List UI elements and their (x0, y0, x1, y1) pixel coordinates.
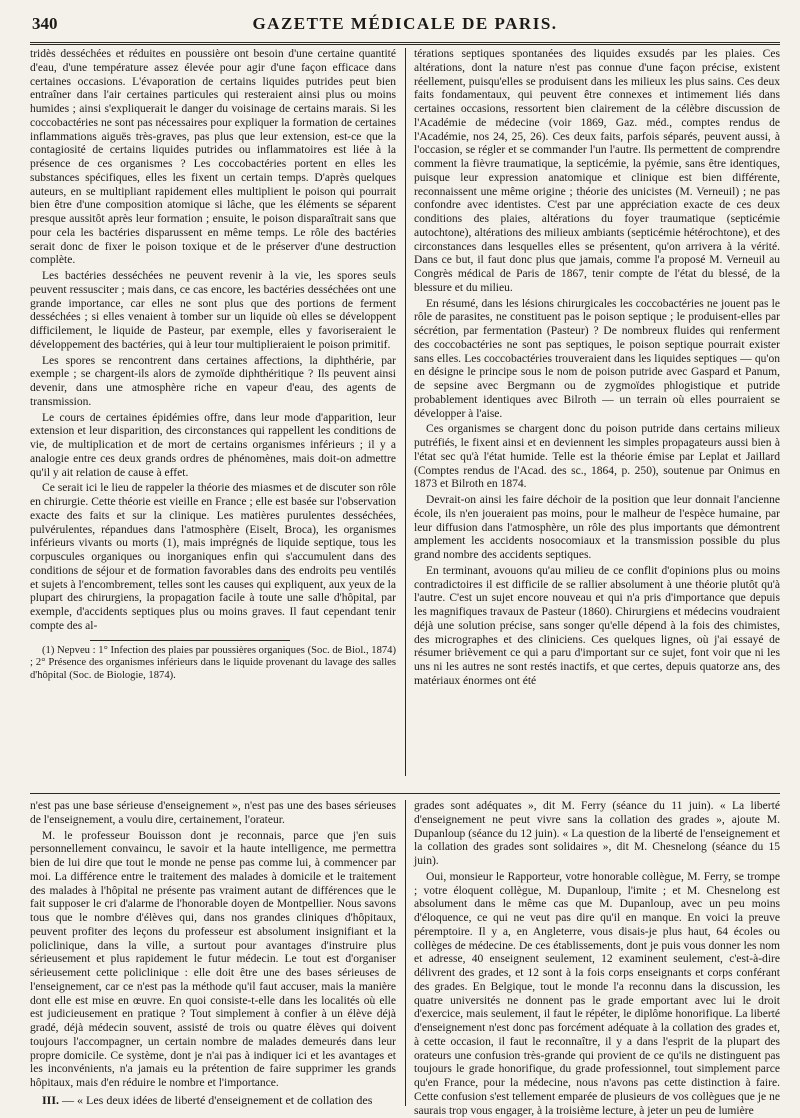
paragraph: n'est pas une base sérieuse d'enseignement », n'est pas une des bases sérieuses de l'enseignement, a voulu dire, certainement, l'orateur. (30, 800, 396, 826)
paragraph: térations septiques spontanées des liquides exsudés par les plaies. Ces altérations, dont la nature n'est pas connue d'une façon précise, existent réellement, puisqu'elles se produisent dans les milieux les plus sains. Ces deux faits fondamentaux, qui peuvent être connexes et intimement liés dans certaines occasions, ressortent bien clairement de la célèbre discussion de l'Académie de médecine (voir 1869, Gaz. méd., comptes rendus de l'Académie, nos 24, 25, 26). Ces deux faits, parfois séparés, peuvent aussi, à l'occasion, se régler et se commander l'un l'autre. Ils permettent de comprendre comment la fièvre traumatique, la septicémie, la pyémie, sans être identiques, puisque leur expression anatomique et clinique est bien différente, reconnaissent une même origine ; théorie des unicistes (M. Verneuil) ; ne pas confondre avec identistes. C'est par une appréciation exacte de ces deux conditions des plaies, altérations du foyer traumatique (septicémie autochtone), altérations des milieux ambiants (septicémie hétérochtone), et des circonstances dans lesquelles elles se présentent, qu'on arrivera à la vérité. Dans ce but, il faut donc plus que jamais, comme l'a proposé M. Verneuil au Congrès médical de Paris de 1867, tenir compte de l'état du blessé, de la blessure et du milieu. (414, 48, 780, 294)
footnote: (1) Nepveu : 1° Infection des plaies par poussières organiques (Soc. de Biol., 1874) ; 2° Présence des organismes inférieurs dans le liquide provenant du lavage des salles d'hôpital (Soc. de Biologie, 1874). (30, 644, 396, 681)
upper-left-column (30, 48, 396, 776)
paragraph: Les bactéries desséchées ne peuvent revenir à la vie, les spores seuls peuvent ressusciter ; mais dans, ce cas encore, les bactéries desséchées ont une grande importance, car elles ne sont plus que des portions de ferment desséchées ; si elles venaient à tomber sur un liquide où elles se développent difficilement, le liquide de Pasteur, par exemple, elles y favoriseraient le développement des bactéries, qui à leur tour multiplieraient le poison primitif. (30, 270, 396, 351)
lower-left-column (30, 800, 396, 1106)
paragraph: En résumé, dans les lésions chirurgicales les coccobactéries ne jouent pas le rôle de parasites, ne constituent pas le poison septique ; le produisent-elles par sécrétion, par fermentation (Pasteur) ? De nombreux fluides qui renferment des coccobactéries ne sont pas septiques, le poison septique pourrait exister sans elles. Les coccobactéries trouveraient dans les liquides septiques — qu'on en désigne le principe sous le nom de poison putride avec Gaspard et Panum, de sepsine avec Bergmann ou de zygmoïdes phlogistique et putride probablement identiques avec Bilroth — un terrain où elles pourraient se développer à l'aise. (414, 297, 780, 420)
header-rule (30, 42, 780, 45)
paragraph: M. le professeur Bouisson dont je reconnais, parce que j'en suis personnellement convaincu, le savoir et la haute intelligence, me permettra bien de lui dire que tout le monde ne pense pas comme lui, à commencer par moi. La différence entre le traitement des malades à domicile et le traitement des malades à l'hôpital ne présente pas vraiment autant de différences que le fait supposer le cri d'alarme de l'honorable doyen de Montpellier. Nous savons tous que le nombre d'élèves qui, dans nos grandes cliniques d'hôpitaux, peuvent profiter des leçons du professeur est absolument insignifiant et la policlinique, dans la ville, a surtout pour avantages d'instruire plus sérieusement et plus rapidement le futur médecin. Le tout est d'organiser sérieusement cette policlinique : elle doit être une des bases sérieuses de l'enseignement, car ce n'est pas la méthode qu'il faut accuser, mais la manière dont elle est mise en œuvre. En quoi consiste-t-elle dans les localités où elle est judicieusement en pratique ? Tout simplement à confier à un élève déjà gradé, déjà médecin souvent, assisté de trois ou quatre élèves qui doivent toujours l'accompagner, un certain nombre de malades demeurés dans leur propre domicile. Ce système, dont je n'ai pas à indiquer ici et les avantages et les inconvénients, n'a jamais eu la prétention de faire supprimer les grands hôpitaux, mais d'en réduire le nombre et l'importance. (30, 829, 396, 1089)
lower-right-column (414, 800, 780, 1117)
paragraph: grades sont adéquates », dit M. Ferry (séance du 11 juin). « La liberté d'enseignement ne peut vivre sans la collation des grades », ajoute M. Dupanloup (séance du 12 juin). « La question de la liberté de l'enseignement et la collation des grades sont solidaires », dit M. Chesnelong (séance du 15 juin). (414, 800, 780, 867)
paragraph: Ce serait ici le lieu de rappeler la théorie des miasmes et de discuter son rôle en chirurgie. Cette théorie est vieille en France ; elle est basée sur l'observation exacte des faits et sur la clinique. Les matières purulentes desséchées, pulvérulentes, répandues dans l'atmosphère (Eiselt, Broca), les organismes inférieurs vivants ou morts (1), mais imprégnés de liquide septique, tous les corpuscules organiques ou inorganiques enfin qui s'accumulent dans des conditions de séjour et de formation favorables dans des endroits peu ventilés et sujets à l'encombrement, telles sont les causes qui expliquent, aux yeux de la plupart des chirurgiens, la propagation facile à toute une salle d'hôpital, par exemple, d'accidents septiques plus ou moins graves. Il faut cependant tenir compte des al- (30, 482, 396, 632)
section-heading (30, 1093, 396, 1107)
column-separator (405, 800, 406, 1106)
paragraph: Les spores se rencontrent dans certaines affections, la diphthérie, par exemple ; se chargent-ils alors de zymoïde diphthéritique ? Ils peuvent ainsi devenir, dans une atmosphère riche en vapeur d'eau, des agents de transmission. (30, 354, 396, 408)
footnote-rule (90, 640, 290, 641)
paragraph: Devrait-on ainsi les faire déchoir de la position que leur donnait l'ancienne école, ils n'en joueraient pas moins, pour le malheur de l'espèce humaine, par leur diffusion dans l'atmosphère, un rôle des plus importants que démontrent amplement les accidents nosocomiaux et la transmission possible du plus grand nombre des accidents septiques. (414, 494, 780, 561)
page-number: 340 (32, 14, 58, 33)
paragraph: Oui, monsieur le Rapporteur, votre honorable collègue, M. Ferry, se trompe ; votre éloquent collègue, M. Dupanloup, l'imite ; et M. Chesnelong est absolument dans le même cas que M. Dupanloup, avec un peu moins d'éloquence, ce qui ne veut pas dire qu'il en manque. En voici la preuve péremptoire. Il y a, en Angleterre, vous disais-je plus haut, 64 écoles ou collèges de médecine. De ces établissements, dont je puis vous donner les nom et adresse, 40 enseignent seulement, 12 examinent seulement, c'est-à-dire délivrent des grades, et 12 sont à la fois corps enseignants et corps conférant des grades. En Belgique, tout le monde l'a reconnu dans la discussion, les quatre universités ne donnent pas le grade emportant avec lui le droit d'exercice, mais seulement, il faut le répéter, le diplôme honorifique. La liberté d'enseignement n'est donc pas forcément adéquate à la collation des grades et, à cette occasion, il faut le reconnaître, il y a dans l'esprit de la plupart des orateurs une confusion très-grande qui provient de ce qu'ils ne distinguent pas toujours le grade honorifique, du grade professionnel, tout simplement parce qu'en France, pour la médecine, nous n'avons pas cette distinction à faire. Cette confusion s'est tellement emparée de plusieurs de vos collègues que je ne saurais trop vous engager, à la troisième lecture, à jeter un peu de lumière (414, 870, 780, 1117)
paragraph: En terminant, avouons qu'au milieu de ce conflit d'opinions plus ou moins contradictoires il est difficile de se rallier absolument à une théorie plutôt qu'à l'autre. C'est un sujet encore nouveau et qui n'a pris d'importance que depuis les magnifiques travaux de Pasteur (1860). Chirurgiens et médecins voudraient déjà une solution précise, sans songer qu'elle dépend à la fois des chimistes, des micrographes et des cliniciens. Ces quelques lignes, où j'ai essayé de résumer brièvement ce qui a paru d'important sur ce sujet, font voir que ni les uns ni les autres ne sont restés inactifs, et que certes, depuis quatorze ans, des matériaux énormes ont été (414, 564, 780, 687)
paragraph: Ces organismes se chargent donc du poison putride dans certains milieux putréfiés, le fixent ainsi et en deviennent les simples propagateurs aussi bien à l'état sec qu'à l'état humide. Telle est la théorie émise par Leplat et Jaillard (Comptes rendus de l'Acad. des sc., 1864, p. 250), soutenue par Onimus en 1873 et Bilroth en 1874. (414, 423, 780, 491)
newspaper-page (30, 10, 780, 1117)
section-heading-text: — « Les deux idées de liberté d'enseignement et de collation des (62, 1092, 373, 1107)
journal-title: GAZETTE MÉDICALE DE PARIS. (252, 14, 558, 33)
section-number: III. (42, 1092, 60, 1107)
paragraph: tridès desséchées et réduites en poussière ont besoin d'une certaine quantité d'eau, d'une température assez élevée pour agir d'une façon efficace dans certaines occasions. L'évaporation de certains liquides putrides peut bien entraîner dans l'air certaines particules qui resteraient ainsi plus ou moins humides ; ainsi s'expliquerait le danger du voisinage de certains marais. Si les coccobactéries ne sont pas nécessaires pour expliquer la formation de certaines inflammations aiguës très-graves, pas plus que leur extension, est-ce que la contagiosité de certains liquides putrides ou inflammatoires est liée à la présence de ces organismes ? Les coccobactéries portent en elles les substances spécifiques, elles les fixent un certain temps. D'après quelques auteurs, en se multipliant rapidement elles multiplient le poison qui pourrait bien être d'une composition atomique si lâche, que les éléments se séparent presque aussitôt après leur formation ; ensuite, le poison disparaîtrait sans que pour cela les bactéries disparussent en même temps. Le rôle des bactéries serait donc de fixer le poison toxique et de le préserver d'une destruction complète. (30, 48, 396, 267)
section-rule (30, 793, 780, 794)
page-header (30, 10, 780, 42)
paragraph: Le cours de certaines épidémies offre, dans leur mode d'apparition, leur extension et leur disparition, des circonstances qui rappellent les conditions de vie, de multiplication et de mort de certains organismes inférieurs ; il y a analogie entre ces deux grands ordres de phénomènes, mais doit-on admettre qu'il y ait relation de cause à effet. (30, 411, 396, 479)
upper-right-column (414, 48, 780, 776)
column-separator (405, 48, 406, 776)
